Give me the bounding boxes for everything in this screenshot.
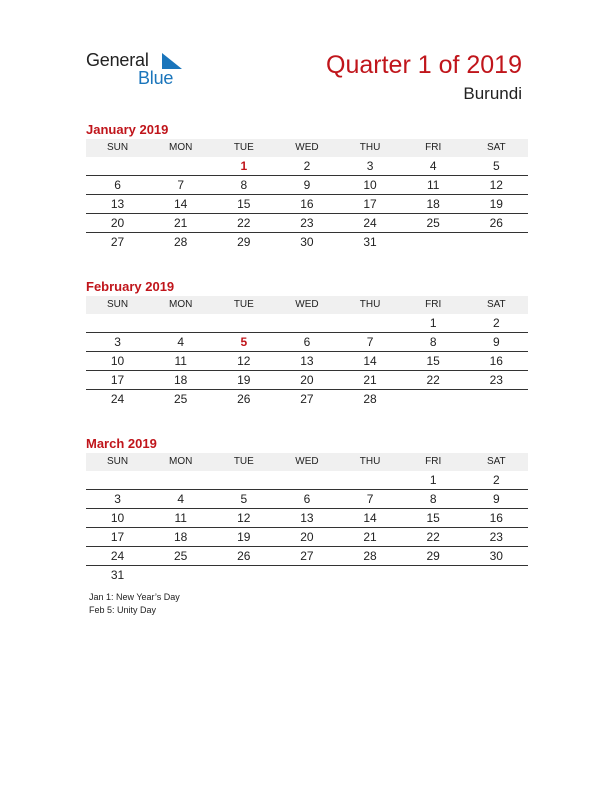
day-cell: 3 — [114, 492, 121, 506]
weekday-label: TUE — [233, 456, 254, 467]
day-cell: 12 — [489, 178, 503, 192]
weekday-label: SUN — [107, 456, 129, 467]
day-cell — [275, 566, 338, 584]
day-cell: 23 — [489, 373, 503, 387]
day-cell: 4 — [177, 492, 185, 506]
day-cell: 27 — [300, 549, 314, 563]
day-cell: 10 — [110, 511, 125, 525]
weekday-label: TUE — [233, 142, 254, 153]
calendar-grid — [86, 139, 528, 251]
day-cell: 17 — [110, 373, 125, 387]
day-cell — [86, 471, 149, 489]
week-row — [86, 528, 528, 547]
month-march — [86, 435, 528, 584]
day-cell: 25 — [426, 216, 440, 230]
day-cell — [86, 157, 149, 175]
day-cell: 3 — [114, 335, 121, 349]
week-row — [86, 314, 528, 333]
day-cell: 4 — [429, 159, 437, 173]
day-cell: 15 — [426, 354, 440, 368]
day-cell — [212, 471, 275, 489]
day-cell: 6 — [114, 178, 121, 192]
weekday-label: SUN — [107, 142, 129, 153]
day-cell: 24 — [110, 392, 125, 406]
weekday-label: SAT — [486, 142, 506, 153]
logo-general-text: General — [86, 50, 149, 70]
day-cell: 27 — [300, 392, 314, 406]
day-cell: 18 — [426, 197, 440, 211]
day-cell — [402, 233, 465, 251]
weekday-label: MON — [169, 299, 193, 310]
day-cell: 27 — [110, 235, 125, 249]
day-cell — [339, 566, 402, 584]
weekday-label: MON — [169, 142, 193, 153]
day-cell — [86, 314, 149, 332]
brand-logo — [86, 50, 196, 90]
day-cell: 15 — [237, 197, 251, 211]
day-cell: 28 — [174, 235, 188, 249]
day-cell: 13 — [110, 197, 125, 211]
weekday-header-row — [86, 453, 528, 471]
day-cell: 16 — [489, 511, 503, 525]
weekday-label: MON — [169, 456, 193, 467]
country-name: Burundi — [463, 84, 522, 103]
day-cell: 21 — [363, 373, 377, 387]
day-cell: 20 — [300, 373, 314, 387]
day-cell: 30 — [300, 235, 314, 249]
weekday-label: WED — [295, 142, 319, 153]
day-cell: 20 — [110, 216, 125, 230]
day-cell: 28 — [363, 392, 377, 406]
day-cell: 22 — [426, 373, 440, 387]
day-cell: 25 — [174, 392, 188, 406]
day-cell — [465, 566, 528, 584]
day-cell: 11 — [174, 511, 187, 525]
day-cell: 3 — [366, 159, 374, 173]
day-cell: 19 — [237, 373, 251, 387]
day-cell: 26 — [237, 392, 251, 406]
day-cell — [465, 390, 528, 408]
day-cell: 5 — [240, 492, 248, 506]
day-cell: 14 — [363, 354, 377, 368]
day-cell: 24 — [110, 549, 125, 563]
day-cell: 17 — [363, 197, 377, 211]
day-cell: 2 — [492, 473, 500, 487]
day-cell: 6 — [303, 335, 311, 349]
day-cell — [149, 157, 212, 175]
month-january — [86, 121, 528, 251]
day-cell: 7 — [366, 492, 374, 506]
holiday-day-cell: 1 — [240, 159, 248, 173]
week-row — [86, 371, 528, 390]
day-cell: 10 — [110, 354, 125, 368]
holiday-notes — [89, 591, 180, 617]
day-cell: 9 — [492, 492, 500, 506]
day-cell: 10 — [363, 178, 377, 192]
holiday-note: Jan 1: New Year’s Day — [89, 592, 180, 602]
weekday-label: TUE — [233, 299, 254, 310]
day-cell: 30 — [489, 549, 503, 563]
day-cell: 1 — [429, 316, 437, 330]
day-cell — [339, 314, 402, 332]
weekday-label: FRI — [425, 456, 442, 467]
day-cell: 12 — [237, 511, 251, 525]
day-cell: 21 — [363, 530, 377, 544]
logo-blue-text: Blue — [138, 68, 174, 88]
week-row — [86, 157, 528, 176]
day-cell: 26 — [489, 216, 503, 230]
day-cell: 4 — [177, 335, 185, 349]
week-row — [86, 333, 528, 352]
day-cell: 2 — [492, 316, 500, 330]
month-title: January 2019 — [86, 122, 169, 137]
day-cell: 22 — [426, 530, 440, 544]
day-cell: 7 — [366, 335, 374, 349]
day-cell: 13 — [300, 354, 314, 368]
day-cell — [212, 314, 275, 332]
day-cell: 14 — [174, 197, 188, 211]
week-row — [86, 390, 528, 408]
day-cell: 18 — [174, 373, 188, 387]
weekday-label: FRI — [425, 142, 442, 153]
day-cell: 31 — [110, 568, 125, 582]
day-cell — [402, 566, 465, 584]
weekday-label: SUN — [107, 299, 129, 310]
page-title: Quarter 1 of 2019 — [326, 51, 522, 79]
day-cell — [212, 566, 275, 584]
weekday-header-row — [86, 296, 528, 314]
day-cell: 20 — [300, 530, 314, 544]
day-cell: 16 — [489, 354, 503, 368]
day-cell: 8 — [429, 335, 437, 349]
day-cell: 13 — [300, 511, 314, 525]
day-cell: 1 — [429, 473, 437, 487]
day-cell: 15 — [426, 511, 440, 525]
weekday-label: WED — [295, 456, 319, 467]
day-cell: 26 — [237, 549, 251, 563]
day-cell: 23 — [300, 216, 314, 230]
day-cell — [339, 471, 402, 489]
day-cell: 6 — [303, 492, 311, 506]
day-cell: 16 — [300, 197, 314, 211]
day-cell: 7 — [177, 178, 185, 192]
weekday-label: THU — [359, 142, 381, 153]
day-cell: 8 — [429, 492, 437, 506]
day-cell: 8 — [240, 178, 248, 192]
weekday-label: THU — [359, 456, 381, 467]
day-cell: 9 — [303, 178, 311, 192]
day-cell: 11 — [174, 354, 187, 368]
day-cell: 24 — [363, 216, 377, 230]
day-cell: 29 — [237, 235, 251, 249]
calendar-grid — [86, 453, 528, 584]
day-cell: 25 — [174, 549, 188, 563]
day-cell: 23 — [489, 530, 503, 544]
day-cell: 5 — [492, 159, 500, 173]
day-cell: 18 — [174, 530, 188, 544]
day-cell — [149, 314, 212, 332]
weekday-label: WED — [295, 299, 319, 310]
day-cell: 31 — [363, 235, 377, 249]
day-cell: 12 — [237, 354, 251, 368]
month-title: February 2019 — [86, 279, 175, 294]
day-cell: 21 — [174, 216, 188, 230]
week-row — [86, 547, 528, 566]
day-cell — [149, 566, 212, 584]
day-cell: 19 — [489, 197, 503, 211]
day-cell — [275, 314, 338, 332]
day-cell: 29 — [426, 549, 440, 563]
week-row — [86, 490, 528, 509]
holiday-day-cell: 5 — [240, 335, 248, 349]
day-cell: 17 — [110, 530, 125, 544]
weekday-header-row — [86, 139, 528, 157]
week-row — [86, 509, 528, 528]
week-row — [86, 233, 528, 251]
day-cell: 11 — [426, 178, 440, 192]
week-row — [86, 176, 528, 195]
weekday-label: SAT — [486, 456, 506, 467]
day-cell — [275, 471, 338, 489]
day-cell: 19 — [237, 530, 251, 544]
day-cell: 28 — [363, 549, 377, 563]
calendar-grid — [86, 296, 528, 408]
weekday-label: THU — [359, 299, 381, 310]
day-cell — [402, 390, 465, 408]
week-row — [86, 214, 528, 233]
weekday-label: SAT — [486, 299, 506, 310]
day-cell: 9 — [492, 335, 500, 349]
holiday-note: Feb 5: Unity Day — [89, 605, 157, 615]
day-cell — [149, 471, 212, 489]
day-cell — [465, 233, 528, 251]
weekday-label: FRI — [425, 299, 442, 310]
week-row — [86, 471, 528, 490]
week-row — [86, 352, 528, 371]
week-row — [86, 566, 528, 584]
month-title: March 2019 — [86, 436, 157, 451]
day-cell: 14 — [363, 511, 377, 525]
week-row — [86, 195, 528, 214]
day-cell: 2 — [303, 159, 311, 173]
day-cell: 22 — [237, 216, 251, 230]
month-february — [86, 278, 528, 408]
